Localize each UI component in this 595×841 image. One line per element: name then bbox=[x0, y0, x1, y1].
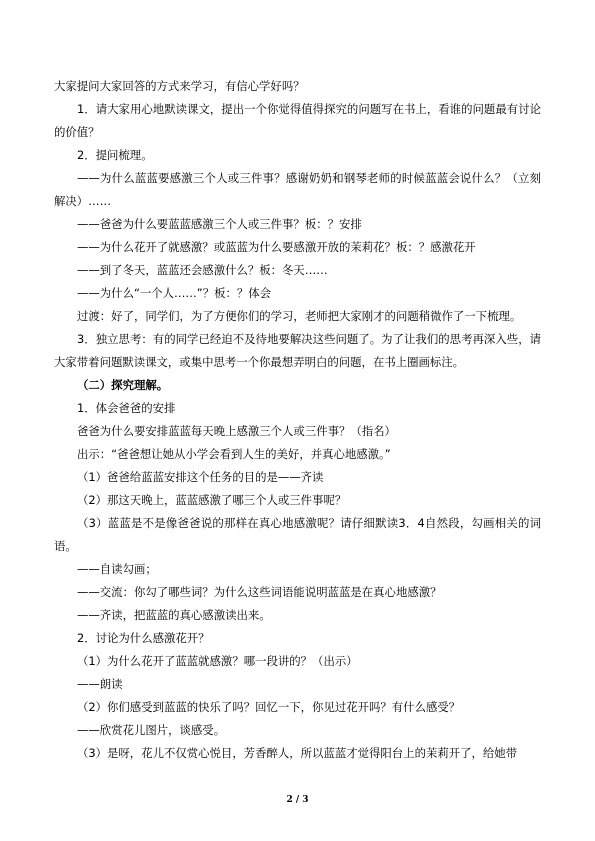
paragraph: （2）你们感受到蓝蓝的快乐了吗？回忆一下，你见过花开吗？有什么感受？ bbox=[77, 700, 461, 714]
paragraph: ——欣赏花儿图片，谈感受。 bbox=[77, 723, 226, 737]
paragraph: ——齐读，把蓝蓝的真心感激读出来。 bbox=[77, 608, 271, 622]
document-body bbox=[54, 75, 541, 765]
paragraph: 出示：“爸爸想让她从小学会看到人生的美好，并真心地感激。” bbox=[77, 447, 391, 461]
paragraph: ——为什么“一个人……”？板：？体会 bbox=[77, 286, 272, 300]
paragraph: （2）那这天晚上，蓝蓝感激了哪三个人或三件事呢？ bbox=[77, 493, 347, 507]
paragraph: （3）蓝蓝是不是像爸爸说的那样在真心地感激呢？请仔细默读3．4自然段，勾画相关的词语。 bbox=[54, 516, 541, 553]
paragraph: 大家提问大家回答的方式来学习，有信心学好吗？ bbox=[54, 79, 305, 93]
paragraph: ——为什么花开了就感激？或蓝蓝为什么要感激开放的茉莉花？板：？感激花开 bbox=[77, 240, 476, 254]
section-heading: （二）探究理解。 bbox=[77, 378, 169, 392]
paragraph: ——爸爸为什么要蓝蓝感激三个人或三件事？板：？安排 bbox=[77, 217, 362, 231]
paragraph: 1．体会爸爸的安排 bbox=[77, 401, 176, 415]
paragraph: 2．讨论为什么感激花开？ bbox=[77, 631, 210, 645]
paragraph: 2．提问梳理。 bbox=[77, 148, 153, 162]
paragraph: 1．请大家用心地默读课文，提出一个你觉得值得探究的问题写在书上，看谁的问题最有讨论的价值？ bbox=[54, 102, 541, 139]
paragraph: （3）是呀，花儿不仅赏心悦目，芳香醉人，所以蓝蓝才觉得阳台上的茉莉开了，给她带 bbox=[77, 746, 518, 760]
paragraph: 过渡：好了，同学们，为了方便你们的学习，老师把大家刚才的问题稍微作了一下梳理。 bbox=[77, 309, 522, 323]
paragraph: （1）爸爸给蓝蓝安排这个任务的目的是——齐读 bbox=[77, 470, 324, 484]
paragraph: 爸爸为什么要安排蓝蓝每天晚上感激三个人或三件事？（指名） bbox=[77, 424, 396, 438]
paragraph: 3．独立思考：有的同学已经迫不及待地要解决这些问题了。为了让我们的思考再深入些，请大家带着问题默读课文，或集中思考一个你最想弄明白的问题，在书上圈画标注。 bbox=[54, 332, 541, 369]
paragraph: ——朗读 bbox=[77, 677, 123, 691]
paragraph: ——交流：你勾了哪些词？为什么这些词语能说明蓝蓝是在真心地感激？ bbox=[77, 585, 442, 599]
paragraph: （1）为什么花开了蓝蓝就感激？哪一段讲的？（出示） bbox=[77, 654, 358, 668]
paragraph: ——自读勾画； bbox=[77, 562, 157, 576]
page-number: 2 / 3 bbox=[286, 795, 309, 805]
paragraph: ——到了冬天，蓝蓝还会感激什么？板：冬天…… bbox=[77, 263, 328, 277]
paragraph: ——为什么蓝蓝要感激三个人或三件事？感谢奶奶和钢琴老师的时候蓝蓝会说什么？（立刻解决）…… bbox=[54, 171, 541, 208]
